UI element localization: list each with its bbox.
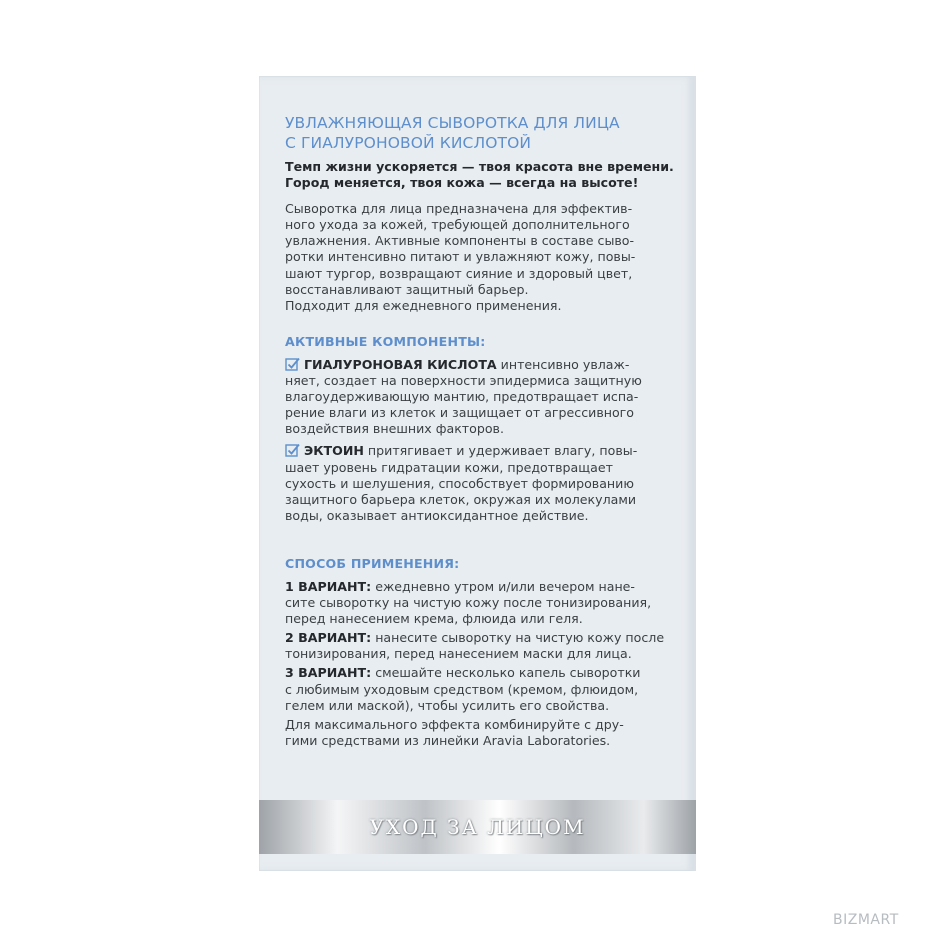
active-components-heading: АКТИВНЫЕ КОМПОНЕНТЫ: [285, 333, 486, 349]
variant-line: тонизирования, перед нанесением маски для лица. [285, 646, 632, 662]
closing-note [285, 717, 677, 749]
usage-instructions [285, 579, 677, 749]
component-line: воды, оказывает антиоксидантное действие. [285, 507, 589, 523]
description-line: восстанавливают защитный барьер. [285, 281, 529, 297]
variant-line: перед нанесением крема, флюида или геля. [285, 611, 583, 627]
description-line: ного ухода за кожей, требующей дополнительного [285, 217, 630, 233]
title-line-2: С ГИАЛУРОНОВОЙ КИСЛОТОЙ [285, 134, 532, 152]
description [285, 201, 677, 314]
slogan-line-1: Темп жизни ускоряется — твоя красота вне времени. [285, 159, 674, 174]
description-line: ротки интенсивно питают и увлажняют кожу, повы- [285, 249, 636, 265]
description-line: Подходит для ежедневного применения. [285, 297, 562, 313]
component-line: воздействия внешних факторов. [285, 421, 504, 437]
description-line: Сыворотка для лица предназначена для эффектив- [285, 201, 633, 217]
component-line: няет, создает на поверхности эпидермиса защитную [285, 373, 642, 389]
component-line: рение влаги из клеток и защищает от агрессивного [285, 405, 634, 421]
band-label: УХОД ЗА ЛИЦОМ [369, 815, 586, 839]
slogan [285, 159, 677, 191]
variant-1 [285, 579, 677, 627]
product-box-back [259, 76, 696, 871]
closing-line: Для максимального эффекта комбинируйте с дру- [285, 716, 624, 732]
component-line: защитного барьера клеток, окружая их молекулами [285, 491, 637, 507]
component-text: интенсивно увлаж- [496, 356, 630, 372]
checkbox-checked-icon [285, 357, 300, 372]
box-text-content [285, 113, 677, 749]
variant-text: смешайте несколько капель сыворотки [371, 665, 641, 681]
component-name: ЭКТОИН [304, 443, 364, 459]
variant-label: 1 ВАРИАНТ: [285, 578, 372, 594]
component-line: влагоудерживающую мантию, предотвращает испа- [285, 389, 639, 405]
checkbox-checked-icon [285, 443, 300, 458]
component-line: сухость и шелушения, способствует формированию [285, 475, 634, 491]
variant-label: 3 ВАРИАНТ: [285, 665, 372, 681]
variant-label: 2 ВАРИАНТ: [285, 630, 372, 646]
description-line: увлажнения. Активные компоненты в составе сыво- [285, 233, 635, 249]
component-text: притягивает и удерживает влагу, повы- [363, 443, 638, 459]
slogan-line-2: Город меняется, твоя кожа — всегда на высоте! [285, 175, 639, 191]
variant-3 [285, 665, 677, 713]
variant-text: нанесите сыворотку на чистую кожу после [371, 630, 665, 646]
watermark: BIZMART [833, 912, 899, 928]
variant-line: с любимым уходовым средством (кремом, флюидом, [285, 681, 639, 697]
description-line: шают тургор, возвращают сияние и здоровый цвет, [285, 265, 633, 281]
component-name: ГИАЛУРОНОВАЯ КИСЛОТА [304, 356, 497, 372]
component-hyaluronic-acid [285, 357, 677, 437]
variant-2 [285, 630, 677, 662]
component-line: шает уровень гидратации кожи, предотвращает [285, 459, 613, 475]
usage-heading: СПОСОБ ПРИМЕНЕНИЯ: [285, 555, 460, 571]
title-line-1: УВЛАЖНЯЮЩАЯ СЫВОРОТКА ДЛЯ ЛИЦА [285, 114, 620, 132]
box-side-edge [686, 76, 696, 871]
product-title [285, 113, 677, 153]
variant-line: сите сыворотку на чистую кожу после тонизирования, [285, 595, 652, 611]
variant-text: ежедневно утром и/или вечером нане- [371, 578, 635, 594]
component-ectoin [285, 443, 677, 523]
closing-line: гими средствами из линейки Aravia Laboratories. [285, 732, 611, 748]
silver-foil-band [259, 800, 696, 854]
variant-line: гелем или маской), чтобы усилить его свойства. [285, 697, 610, 713]
